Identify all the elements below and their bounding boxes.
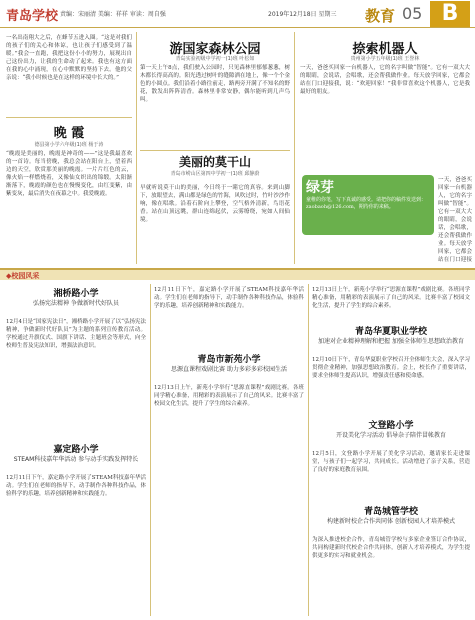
article-title: 捺索机器人 (352, 42, 418, 57)
page-header (0, 0, 475, 28)
section-title: 教育 (365, 7, 396, 25)
news-subtitle: STEAM科技嘉年华活动 参与动手实践发挥特长 (13, 456, 139, 463)
page-number: 05 (402, 4, 423, 23)
article-body: 第一天上午8点，我们驶入公园时，只见森林里郁郁葱葱，树木都长得高高的。阳光透过树叶的缝隙洒在地上，像一个个金色的小圆点。我们沿着小路往前走，路两旁开满了不知名的野花，散发出阵阵清香。森林里非常安静，偶尔能听到几声鸟叫。 (140, 65, 290, 103)
article-author: 德县第小学六年级(1)班 杨于涛 (34, 142, 104, 148)
article-body: 早就听说莫干山的美丽，今日终于一睹它的真容。来到山脚下，放眼望去，满山都是绿色的竹海，风吹过时，竹叶沙沙作响，像在唱歌。沿着石阶向上攀登，空气格外清新，鸟语花香。站在山顶远眺，群山连绵起伏，云雾缭绕，宛如人间仙境。 (140, 185, 290, 223)
news-body: 为深入推进校企合作，青岛城管学校与多家企业签订合作协议，共同构建新时代校企合作共同体，创新人才培养模式，为学生提供更多的实习和就业机会。 (312, 537, 470, 559)
news-body-cont: 12月11日下午，嘉定路小学开展了STEAM科技嘉年华活动。学生们在老师的指导下，动手制作各种科技作品，体验科学的乐趣，培养创新精神和实践能力。 (154, 287, 304, 309)
notice-text: 童稚的你笔，写下真诚的感受。请把你的稿件发送到：zaobaoh@126.com，期待你的来稿。 (306, 197, 427, 210)
newspaper-logo: 青岛学校 (6, 9, 59, 24)
news-title: 青岛市新苑小学 (197, 355, 261, 365)
editor-info: 责编：宋丽清 美编：祥祥 审读：周自强 (60, 11, 166, 18)
article-author: 贵州第小学五年级(1)班 王誉林 (350, 56, 420, 62)
news-body: 12月11日下午，嘉定路小学开展了STEAM科技嘉年华活动。学生们在老师的指导下，动手制作各种科技作品，体验科学的乐趣，培养创新精神和实践能力。 (6, 475, 146, 497)
news-subtitle: 构建新时校企合作共同体 创新校园人才培养模式 (327, 518, 455, 525)
news-title: 青岛华夏职业学校 (354, 327, 427, 337)
article-title: 游国家森林公园 (169, 42, 261, 57)
news-subtitle: 开设美化学习活动 倡导杂子陪伴冒帐教育 (336, 432, 446, 439)
submission-notice (302, 175, 434, 235)
news-body: 12月5日，文登路小学开展了美化学习活动，邀请家长走进课堂，与孩子们一起学习，共同成长。活动增进了亲子关系，营造了良好的家庭教育氛围。 (312, 451, 470, 473)
news-subtitle: 思源直课程戏剧比赛 助力多彩多彩校园生活 (171, 366, 287, 373)
news-title: 嘉定路小学 (53, 445, 99, 455)
notice-title: 绿芽 (306, 180, 334, 196)
article-body: 一天，爸爸买回家一台机器人，它的名字叫做“智能”。它有一双大大的眼睛，会说话，会唱歌，还会帮我做作业。每天放学回家，它都会站在门口迎接我，说：“欢迎回家！”我非常喜欢这个机器人，它是我最好的朋友。 (300, 65, 470, 95)
issue-date: 2019年12月18日 星期三 (268, 11, 337, 18)
article-title: 晚 霞 (53, 126, 85, 141)
article-author: 青岛市崂山区第四中学初一(1)班 邱静蔚 (170, 171, 260, 177)
news-subtitle: 弘扬宪法精神 争做新时代好队员 (33, 300, 119, 307)
news-body-cont: 12月13日上午，新苑小学举行“思源直课程”戏剧比赛。各班同学精心准备，用精彩的表演展示了自己的风采。比赛丰富了校园文化生活，提升了学生的综合素养。 (312, 287, 470, 309)
news-subtitle: 加速对企业精神理解和把握 加强全体师生思想政治教育 (318, 338, 464, 345)
article-title: 美丽的莫干山 (178, 155, 251, 169)
banner-label: ◆校园风采 (6, 272, 40, 280)
news-title: 湘桥路小学 (53, 289, 99, 299)
section-badge: B (430, 1, 470, 27)
news-body: 12月13日上午，新苑小学举行“思源直课程”戏剧比赛。各班同学精心准备，用精彩的表演展示了自己的风采。比赛丰富了校园文化生活，提升了学生的综合素养。 (154, 385, 304, 407)
article-intro-text: 一名出南翔大之后，在蜂节五进入圈。“这是对我们的孩子们的关心和体谅，也让孩子们感受到了温暖。”我会一直跑，我把这份小小的努力，展现出自己这份出力，让我的生命动了起来。我也有这方面在我的心中涌现，在心中默默的坚持下去。他的父亲说：“我小时候也是在这样的环境中长大的。” (6, 35, 132, 81)
article-author: 青岛实验初级中学初一(1)班 叶松如 (175, 56, 255, 62)
news-title: 青岛城管学校 (363, 507, 418, 517)
section-banner (0, 268, 475, 280)
news-title: 文登路小学 (368, 421, 414, 431)
news-body: 12月10日下午，青岛华夏职业学校召开全体师生大会，深入学习贯彻企业精神，加强思想政治教育。会上，校长作了重要讲话，要求全体师生提高认识，增强责任感和使命感。 (312, 357, 470, 379)
article-body: “晚霞是美丽的，晚霞是神奇的——”这是我最喜欢的一首诗。每当傍晚，我总会站在阳台上，望着西边的天空，欣赏那美丽的晚霞。一片片红色的云，像火焰一样燃烧着，又像仙女织出的锦缎。太阳渐渐落下，晚霞的颜色也在慢慢变化，由红变紫，由紫变灰，最后消失在夜幕之中。我爱晚霞。 (6, 151, 132, 197)
article-body-cont: 一天，爸爸买回家一台机器人，它的名字叫做“智能”。它有一双大大的眼睛，会说话，会唱歌，还会帮我做作业。每天放学回家，它都会站在门口迎接 (438, 177, 472, 262)
news-body: 12月4日是“国家宪法日”，湘桥路小学开展了以“弘扬宪法精神，争做新时代好队员”为主题的系列宣传教育活动。学校通过升旗仪式、国旗下讲话、主题班会等形式，向全校师生普及宪法知识，增强法治意识。 (6, 319, 146, 349)
